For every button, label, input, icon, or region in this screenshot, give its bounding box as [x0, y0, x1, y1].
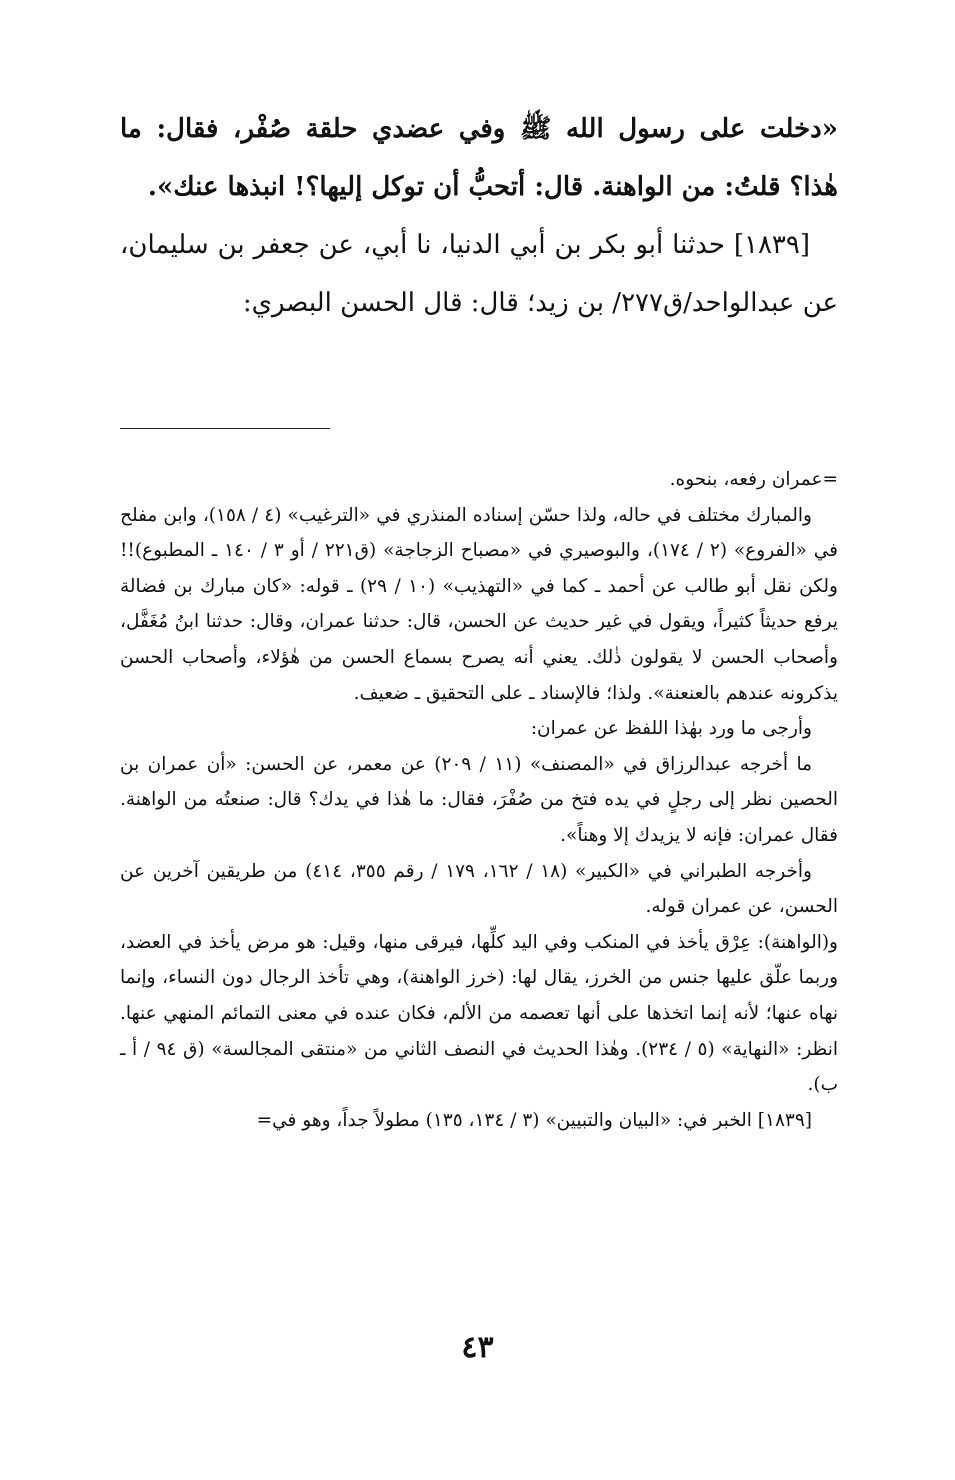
footnote-paragraph: ما أخرجه عبدالرزاق في «المصنف» (١١ / ٢٠٩) عن معمر، عن الحسن: «أن عمران بن الحصين نظر إلى رجلٍ في يده فتخ من صُفْرَ، فقال: ما هٰذا في يدك؟ قال: صنعتُه من الواهنة. فقال عمران: فإنه لا يزيدك إلا وهناً».: [120, 753, 838, 846]
main-text: [120, 100, 838, 332]
footnote-continuation: =عمران رفعه، بنحوه.: [669, 469, 838, 490]
footnote-paragraph: وأخرجه الطبراني في «الكبير» (١٨ / ١٦٢، ١٧٩ / رقم ٣٥٥، ٤١٤) من طريقين آخرين عن الحسن، عن عمران قوله.: [120, 860, 838, 918]
footnote-paragraph: و(الواهنة): عِرْق يأخذ في المنكب وفي اليد كلِّها، فيرقى منها، وقيل: هو مرض يأخذ في العضد، وربما علّق عليها جنس من الخرز، يقال لها: (خرز الواهنة)، وهي تأخذ الرجال دون النساء، وإنما نهاه عنها؛ لأنه إنما اتخذها على أنها تعصمه من الألم، فكان عنده في معنى التمائم المنهي عنها. انظر: «النهاية» (٥ / ٢٣٤). وهٰذا الحديث في النصف الثاني من «منتقى المجالسة» (ق ٩٤ / أ ـ ب).: [120, 931, 839, 1096]
footnote-separator: [120, 428, 330, 429]
hadith-text: «دخلت على رسول الله ﷺ وفي عضدي حلقة صُفْر، فقال: ما هٰذا؟ قلتُ: من الواهنة. قال: أتحبُّ أن توكل إليها؟! انبذها عنك».: [120, 114, 838, 202]
page-body: [120, 100, 838, 332]
footnote-paragraph: والمبارك مختلف في حاله، ولذا حسّن إسناده المنذري في «الترغيب» (٤ / ١٥٨)، وابن مفلح في «الفروع» (٢ / ١٧٤)، والبوصيري في «مصباح الزجاجة» (ق٢٢١ / أو ٣ / ١٤٠ ـ المطبوع)!! ولكن نقل أبو طالب عن أحمد ـ كما في «التهذيب» (١٠ / ٢٩) ـ قوله: «كان مبارك بن فضالة يرفع حديثاً كثيراً، ويقول في غير حديث عن الحسن، قال: حدثنا عمران، وقال: حدثنا ابنُ مُغَفَّل، وأصحاب الحسن لا يقولون ذٰلك. يعني أنه يصرح بسماع الحسن من هٰؤلاء، وأصحاب الحسن يذكرونه عندهم بالعنعنة». ولذا؛ فالإسناد ـ على التحقيق ـ ضعيف.: [120, 504, 839, 704]
isnad-text: [١٨٣٩] حدثنا أبو بكر بن أبي الدنيا، نا أبي، عن جعفر بن سليمان، عن عبدالواحد/ق٢٧٧/ بن زيد؛ قال: قال الحسن البصري:: [120, 230, 838, 318]
footnotes: [120, 462, 838, 1138]
page-number: ٤٣: [461, 1330, 494, 1365]
footnote-paragraph: وأرجى ما ورد بهٰذا اللفظ عن عمران:: [530, 718, 812, 740]
footnote-paragraph: [١٨٣٩] الخبر في: «البيان والتبيين» (٣ / ١٣٤، ١٣٥) مطولاً جداً، وهو في=: [256, 1109, 812, 1131]
